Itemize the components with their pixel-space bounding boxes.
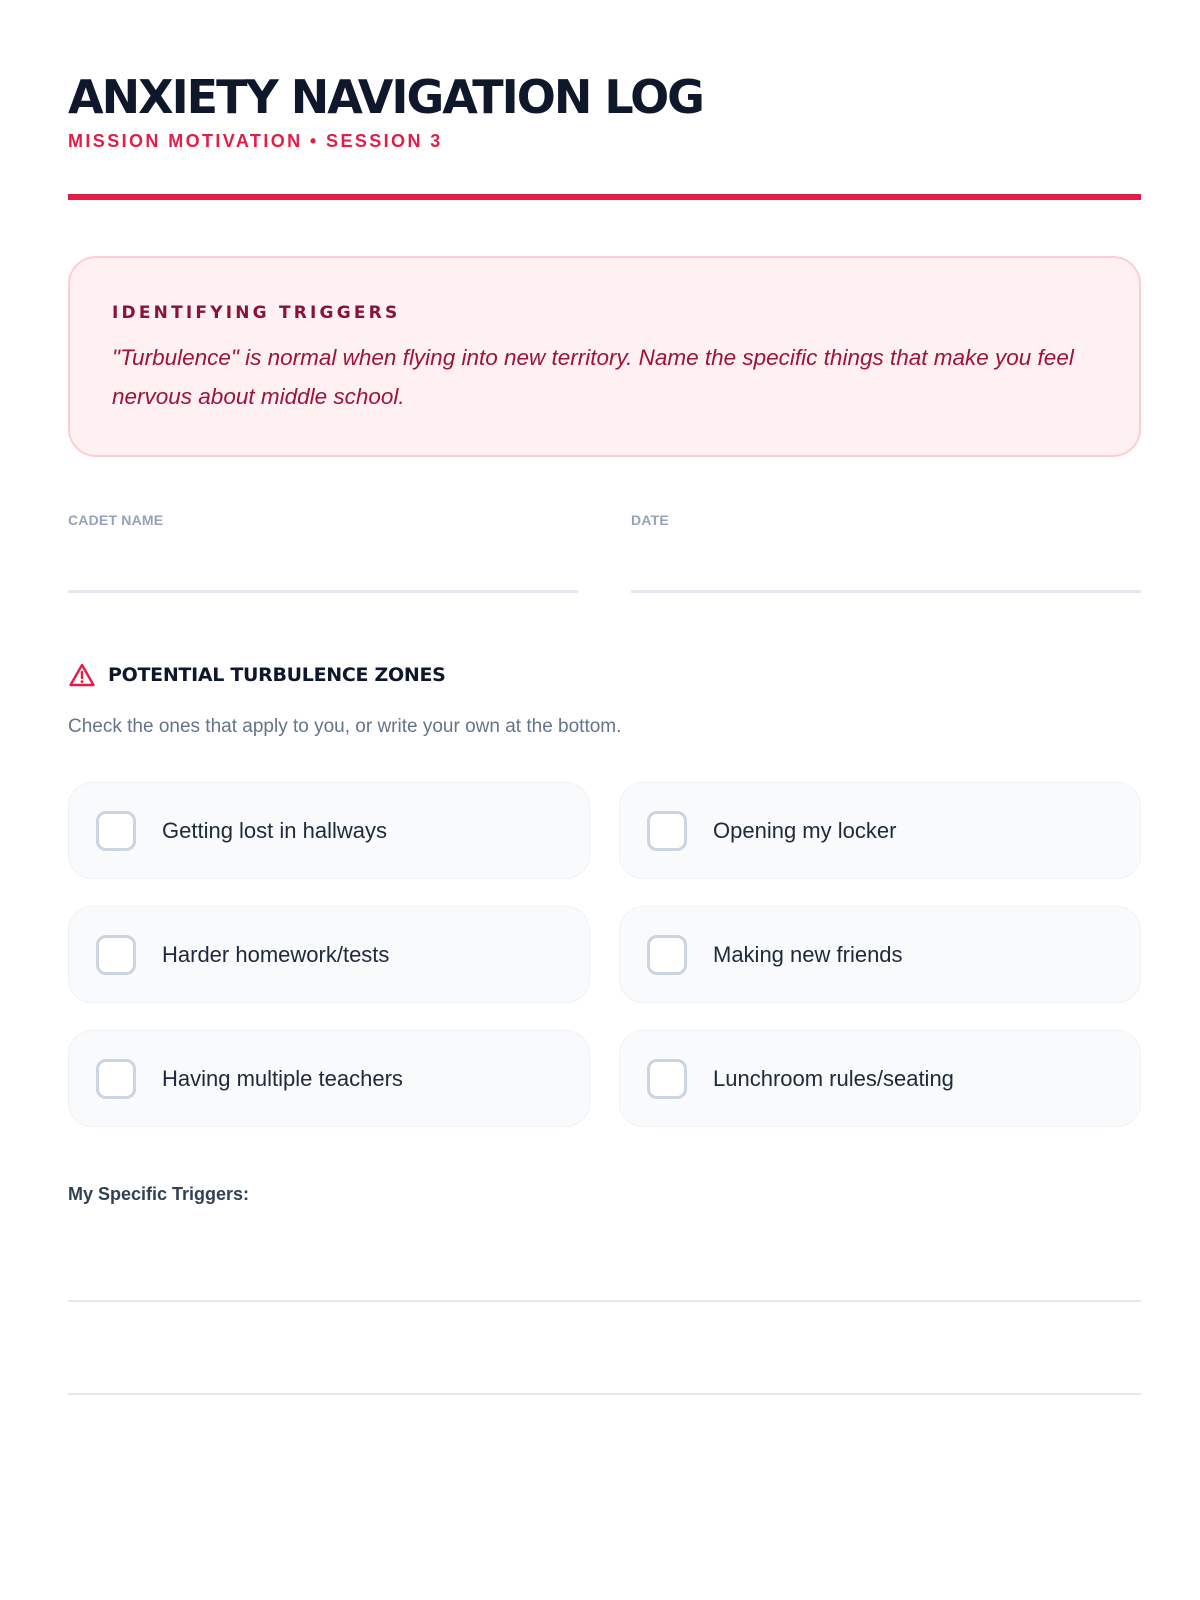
- zone-item-label: Harder homework/tests: [162, 941, 390, 967]
- checkbox[interactable]: [96, 1059, 136, 1099]
- zone-item-label: Making new friends: [713, 941, 903, 967]
- header-divider: [68, 194, 1141, 200]
- zone-item-label: Having multiple teachers: [162, 1065, 403, 1091]
- checkbox[interactable]: [647, 811, 687, 851]
- instructions-callout: [68, 256, 1141, 457]
- page-title: ANXIETY NAVIGATION LOG: [68, 70, 703, 124]
- zones-description: Check the ones that apply to you, or write your own at the bottom.: [68, 716, 622, 737]
- zone-item[interactable]: [68, 1030, 590, 1127]
- callout-heading: IDENTIFYING TRIGGERS: [112, 303, 401, 323]
- cadet-name-line[interactable]: [68, 590, 578, 593]
- writing-line[interactable]: [68, 1300, 1141, 1302]
- date-label: DATE: [631, 512, 669, 528]
- callout-body: "Turbulence" is normal when flying into new territory. Name the specific things that make you feel nervous about middle school.: [112, 345, 1074, 409]
- specific-triggers-label: My Specific Triggers:: [68, 1184, 250, 1204]
- cadet-name-field[interactable]: [68, 510, 578, 530]
- zone-item-label: Opening my locker: [713, 817, 897, 843]
- warning-triangle-icon: [68, 662, 96, 688]
- page-subtitle: MISSION MOTIVATION • SESSION 3: [68, 131, 443, 151]
- cadet-name-label: CADET NAME: [68, 512, 164, 528]
- zones-title: POTENTIAL TURBULENCE ZONES: [108, 664, 446, 686]
- zone-item[interactable]: [619, 906, 1141, 1003]
- zone-item-label: Getting lost in hallways: [162, 817, 387, 843]
- date-field[interactable]: [631, 510, 1141, 530]
- checkbox[interactable]: [96, 811, 136, 851]
- worksheet-page: [68, 0, 1141, 1600]
- checkbox[interactable]: [647, 1059, 687, 1099]
- checkbox[interactable]: [96, 935, 136, 975]
- zone-item[interactable]: [68, 782, 590, 879]
- zone-item[interactable]: [619, 782, 1141, 879]
- zones-header: [68, 660, 446, 690]
- zone-item-label: Lunchroom rules/seating: [713, 1065, 954, 1091]
- zone-item[interactable]: [619, 1030, 1141, 1127]
- writing-line[interactable]: [68, 1393, 1141, 1395]
- checkbox[interactable]: [647, 935, 687, 975]
- zone-item[interactable]: [68, 906, 590, 1003]
- date-line[interactable]: [631, 590, 1141, 593]
